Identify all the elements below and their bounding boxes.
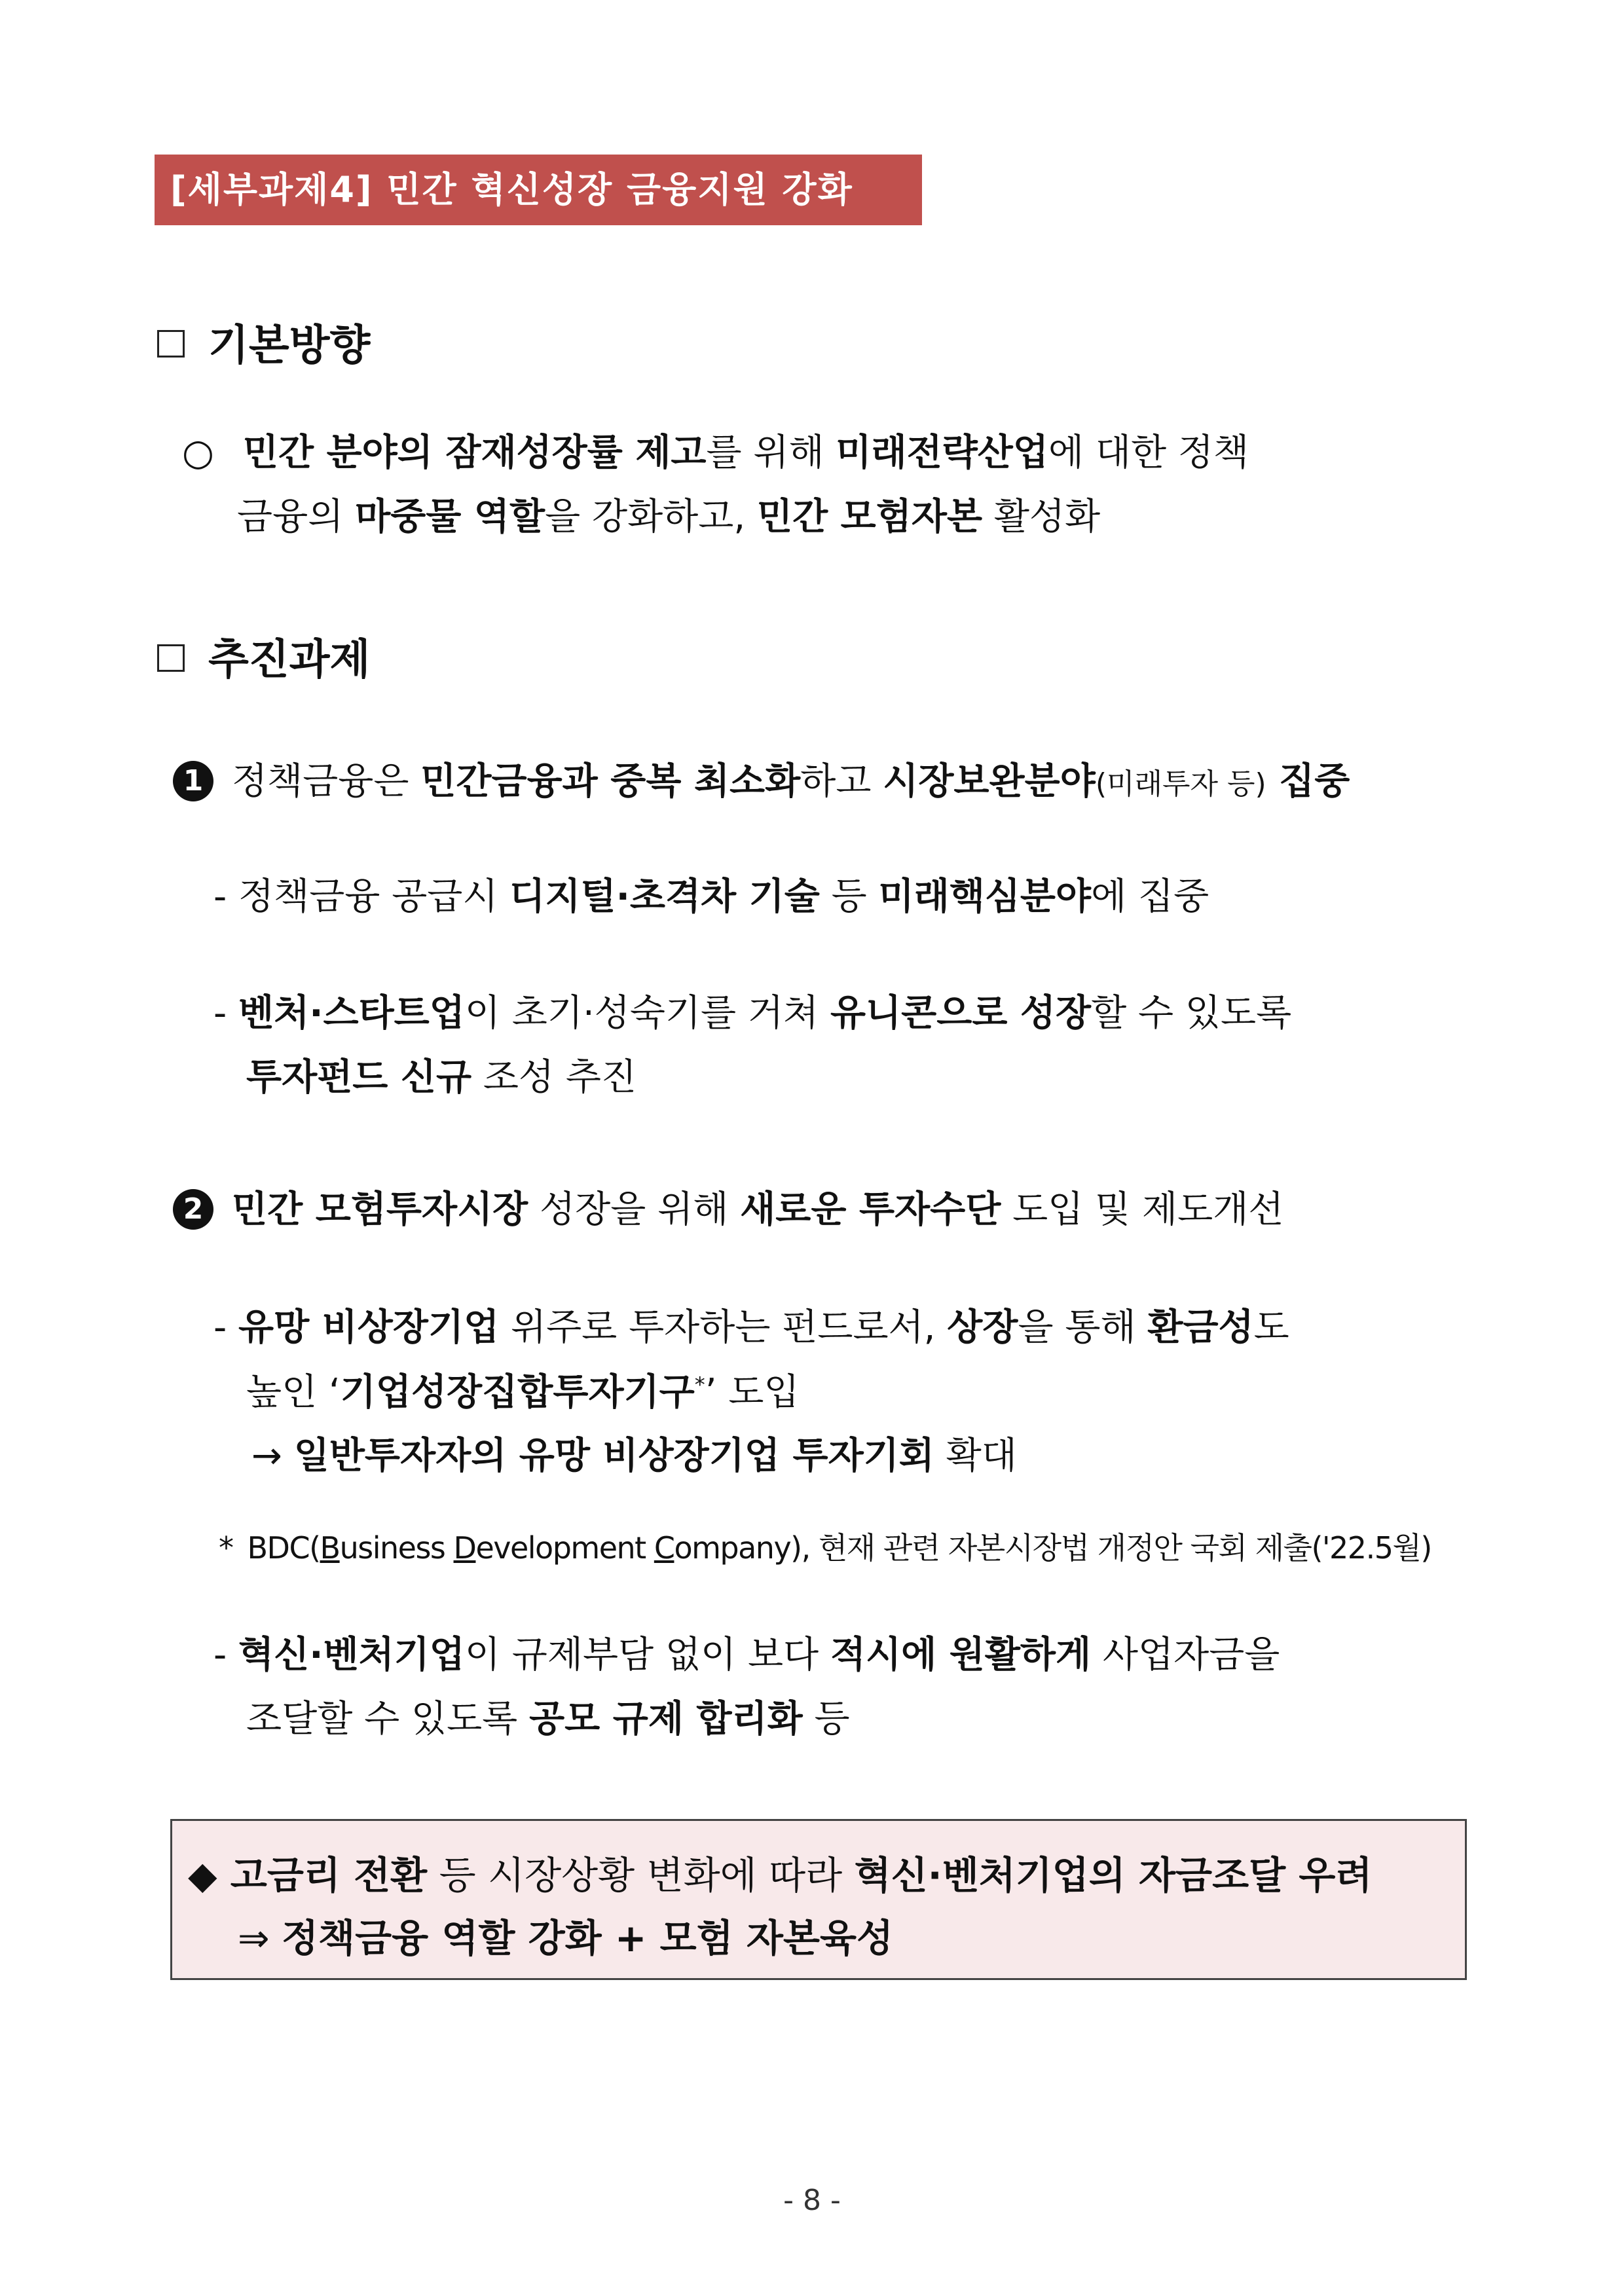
text-segment: 활성화 bbox=[982, 496, 1101, 538]
footnote-part: D bbox=[453, 1530, 476, 1566]
text-segment: → bbox=[251, 1435, 294, 1477]
task-2-sub-1c-text bbox=[251, 1435, 1017, 1477]
text-segment: ◆ bbox=[188, 1853, 231, 1898]
checkbox-square-icon bbox=[157, 330, 185, 358]
footnote bbox=[219, 1524, 1431, 1568]
text-segment: 집중 bbox=[1266, 760, 1350, 803]
task-2-sub-2b bbox=[246, 1698, 850, 1740]
text-segment: 조성 추진 bbox=[471, 1056, 637, 1099]
section-banner: [세부과제4] 민간 혁신성장 금융지원 강화 bbox=[155, 155, 922, 225]
number-1-icon: 1 bbox=[173, 761, 213, 801]
task-2-sub-1a bbox=[213, 1306, 1289, 1349]
task-2-sub-2b-text bbox=[246, 1698, 850, 1740]
text-segment: 를 위해 bbox=[706, 431, 836, 474]
text-segment: 위주로 투자하는 펀드로서, bbox=[499, 1306, 948, 1349]
text-segment: 등 시장상황 변화에 따라 bbox=[427, 1853, 855, 1898]
direction-line-2 bbox=[237, 496, 1101, 538]
text-segment: 투자펀드 신규 bbox=[246, 1056, 472, 1099]
heading-text: 기본방향 bbox=[208, 321, 371, 370]
footnote-part: B bbox=[320, 1530, 340, 1566]
summary-box bbox=[170, 1819, 1467, 1980]
summary-line-1 bbox=[188, 1845, 1372, 1900]
task-2-sub-1b bbox=[246, 1370, 800, 1414]
circle-bullet-icon: ○ bbox=[182, 431, 214, 474]
text-segment: 일반투자자의 유망 비상장기업 투자기회 bbox=[293, 1435, 934, 1477]
task-2-sub-2a bbox=[213, 1634, 1280, 1676]
text-segment: 사업자금을 bbox=[1091, 1634, 1280, 1676]
text-segment: 공모 규제 합리화 bbox=[529, 1698, 803, 1740]
summary-text-2 bbox=[238, 1916, 893, 1960]
footnote-part: BDC( bbox=[247, 1530, 320, 1566]
text-segment: ⇒ bbox=[238, 1916, 282, 1960]
text-segment: 디지털·초격차 기술 bbox=[509, 875, 820, 918]
text-segment: ’ 도입 bbox=[705, 1370, 800, 1414]
text-segment: 성장을 위해 bbox=[528, 1188, 741, 1232]
text-segment: 도 bbox=[1253, 1306, 1289, 1349]
task-2-sub-1c bbox=[251, 1435, 1017, 1477]
task-1-sub-2a bbox=[213, 992, 1292, 1035]
text-segment: 미래핵심분야 bbox=[878, 875, 1092, 918]
text-segment: 새로운 투자수단 bbox=[740, 1188, 1001, 1232]
text-segment: 마중물 역할 bbox=[355, 496, 545, 538]
text-segment: 혁신·벤처기업 bbox=[238, 1634, 465, 1676]
text-segment: - 정책금융 공급시 bbox=[213, 875, 510, 918]
text-segment: 을 통해 bbox=[1018, 1306, 1148, 1349]
task-2-line bbox=[173, 1188, 1284, 1232]
text-segment: 환금성 bbox=[1147, 1306, 1254, 1349]
footnote-part: ompany), 현재 관련 자본시장법 개정안 국회 제출('22.5월) bbox=[674, 1530, 1431, 1566]
checkbox-square-icon bbox=[157, 644, 185, 672]
number-2-icon: 2 bbox=[173, 1189, 213, 1230]
footnote-star: * bbox=[219, 1530, 233, 1566]
text-segment: 민간 모험투자시장 bbox=[232, 1188, 528, 1232]
text-segment: 정책금융 역할 강화 + 모험 자본육성 bbox=[282, 1916, 893, 1960]
text-segment: 도입 및 제도개선 bbox=[1001, 1188, 1284, 1232]
text-segment: 기업성장집합투자기구 bbox=[340, 1370, 695, 1414]
text-segment: 혁신·벤처기업의 자금조달 우려 bbox=[854, 1853, 1373, 1898]
text-segment: (미래투자 등) bbox=[1095, 767, 1266, 801]
text-segment: 확대 bbox=[934, 1435, 1017, 1477]
task-1-sub-2b bbox=[246, 1056, 637, 1099]
text-segment: 시장보완분야 bbox=[883, 760, 1096, 803]
text-segment: 유망 비상장기업 bbox=[238, 1306, 500, 1349]
text-segment: 미래전략산업 bbox=[836, 431, 1048, 474]
text-segment: - bbox=[213, 992, 239, 1035]
text-segment: 조달할 수 있도록 bbox=[246, 1698, 530, 1740]
task-1-sub-2a-text bbox=[213, 992, 1291, 1035]
task-2-sub-1b-text bbox=[246, 1371, 800, 1414]
heading-tasks bbox=[157, 626, 370, 686]
heading-basic-direction bbox=[157, 312, 370, 372]
task-1-sub-1-text bbox=[213, 875, 1209, 918]
text-segment: 높인 ‘ bbox=[246, 1370, 341, 1414]
task-1-sub-1 bbox=[213, 875, 1209, 918]
heading-text: 추진과제 bbox=[208, 636, 371, 684]
text-segment: 유니콘으로 성장 bbox=[830, 992, 1092, 1035]
text-segment: 등 bbox=[802, 1698, 850, 1740]
text-segment: 민간 모험자본 bbox=[756, 496, 983, 538]
text-segment: 상장 bbox=[947, 1306, 1018, 1349]
text-segment: 할 수 있도록 bbox=[1091, 992, 1292, 1035]
direction-text-1 bbox=[243, 431, 1249, 474]
text-segment: 에 집중 bbox=[1091, 875, 1209, 918]
text-segment: 고금리 전환 bbox=[230, 1853, 428, 1898]
text-segment: 등 bbox=[819, 875, 879, 918]
footnote-part: evelopment bbox=[475, 1530, 654, 1566]
task-2-text bbox=[232, 1188, 1283, 1231]
footnote-part: usiness bbox=[339, 1530, 454, 1566]
direction-line-1 bbox=[182, 431, 1249, 474]
task-1-line bbox=[173, 760, 1350, 804]
text-segment: * bbox=[694, 1372, 705, 1397]
text-segment: 적시에 원활하게 bbox=[830, 1634, 1092, 1676]
summary-line-2 bbox=[238, 1907, 893, 1962]
summary-text-1 bbox=[188, 1853, 1372, 1898]
text-segment: 이 초기·성숙기를 거쳐 bbox=[464, 992, 830, 1035]
task-2-sub-1a-text bbox=[213, 1306, 1289, 1349]
text-segment: 에 대한 정책 bbox=[1048, 431, 1249, 474]
footnote-part: C bbox=[654, 1530, 674, 1566]
text-segment: 을 강화하고, bbox=[545, 496, 757, 538]
task-1-text bbox=[232, 760, 1350, 803]
task-1-sub-2b-text bbox=[246, 1056, 637, 1099]
text-segment: - bbox=[213, 1634, 239, 1676]
text-segment: - bbox=[213, 1306, 239, 1349]
text-segment: 금융의 bbox=[237, 496, 356, 538]
text-segment: 민간 분야의 잠재성장률 제고 bbox=[242, 431, 707, 474]
task-2-sub-2a-text bbox=[213, 1634, 1280, 1676]
text-segment: 벤처·스타트업 bbox=[238, 992, 465, 1035]
text-segment: 하고 bbox=[800, 760, 883, 803]
text-segment: 정책금융은 bbox=[232, 760, 421, 803]
text-segment: 민간금융과 중복 최소화 bbox=[420, 760, 801, 803]
direction-text-2 bbox=[237, 496, 1100, 538]
page-number: - 8 - bbox=[783, 2184, 841, 2217]
text-segment: 이 규제부담 없이 보다 bbox=[464, 1634, 830, 1676]
